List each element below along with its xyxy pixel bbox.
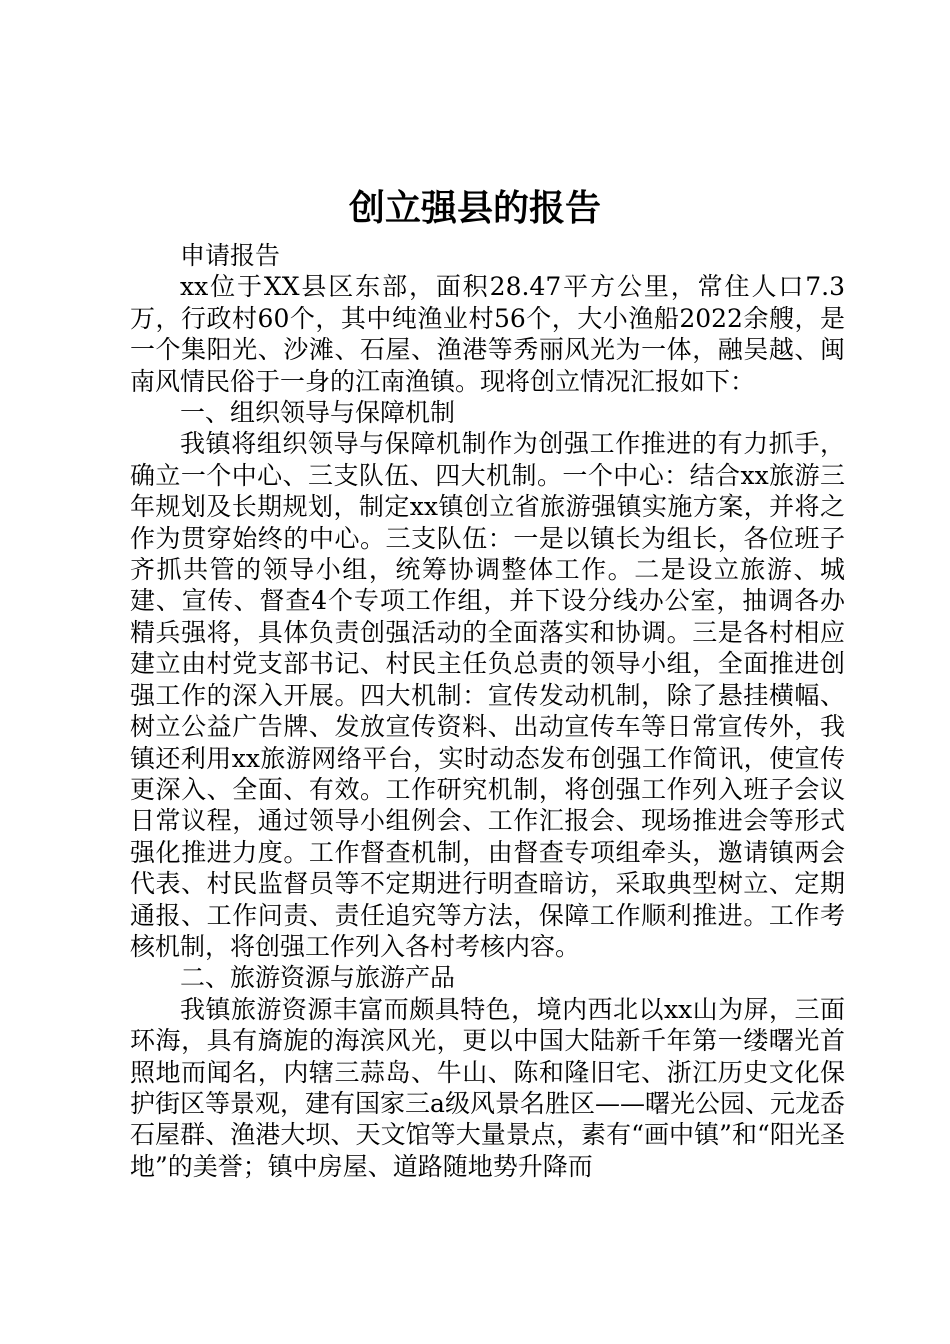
document-title: 创立强县的报告: [348, 187, 601, 229]
paragraph-overview: xx位于XX县区东部，面积28.47平方公里，常住人口7.3万，行政村60个，其中纯渔业村56个，大小渔船2022余艘，是一个集阳光、沙滩、石屋、渔港等秀丽风光为一体，融吴越、闽南风情民俗于一身的江南渔镇。现将创立情况汇报如下：: [130, 272, 845, 396]
paragraph-organization: 我镇将组织领导与保障机制作为创强工作推进的有力抓手，确立一个中心、三支队伍、四大机制。一个中心：结合xx旅游三年规划及长期规划，制定xx镇创立省旅游强镇实施方案，并将之作为贯穿始终的中心。三支队伍：一是以镇长为组长，各位班子齐抓共管的领导小组，统筹协调整体工作。二是设立旅游、城建、宣传、督查4个专项工作组，并下设分线办公室，抽调各办精兵强将，具体负责创强活动的全面落实和协调。三是各村相应建立由村党支部书记、村民主任负总责的领导小组，全面推进创强工作的深入开展。四大机制：宣传发动机制，除了悬挂横幅、树立公益广告牌、发放宣传资料、出动宣传车等日常宣传外，我镇还利用xx旅游网络平台，实时动态发布创强工作简讯，使宣传更深入、全面、有效。工作研究机制，将创强工作列入班子会议日常议程，通过领导小组例会、工作汇报会、现场推进会等形式强化推进力度。工作督查机制，由督查专项组牵头，邀请镇两会代表、村民监督员等不定期进行明查暗访，采取典型树立、定期通报、工作问责、责任追究等方法，保障工作顺利推进。工作考核机制，将创强工作列入各村考核内容。: [130, 429, 845, 961]
section-heading-tourism-resources: 二、旅游资源与旅游产品: [180, 963, 456, 993]
paragraph-tourism-resources: 我镇旅游资源丰富而颇具特色，境内西北以xx山为屏，三面环海，具有旖旎的海滨风光，更以中国大陆新千年第一缕曙光首照地而闻名，内辖三蒜岛、牛山、陈和隆旧宅、浙江历史文化保护街区等景观，建有国家三a级风景名胜区——曙光公园、元龙岙石屋群、渔港大坝、天文馆等大量景点，素有“画中镇”和“阳光圣地”的美誉；镇中房屋、道路随地势升降而: [130, 994, 845, 1181]
document-body: [130, 240, 845, 1182]
section-heading-organization: 一、组织领导与保障机制: [180, 398, 456, 428]
paragraph-application-heading: 申请报告: [180, 241, 281, 270]
